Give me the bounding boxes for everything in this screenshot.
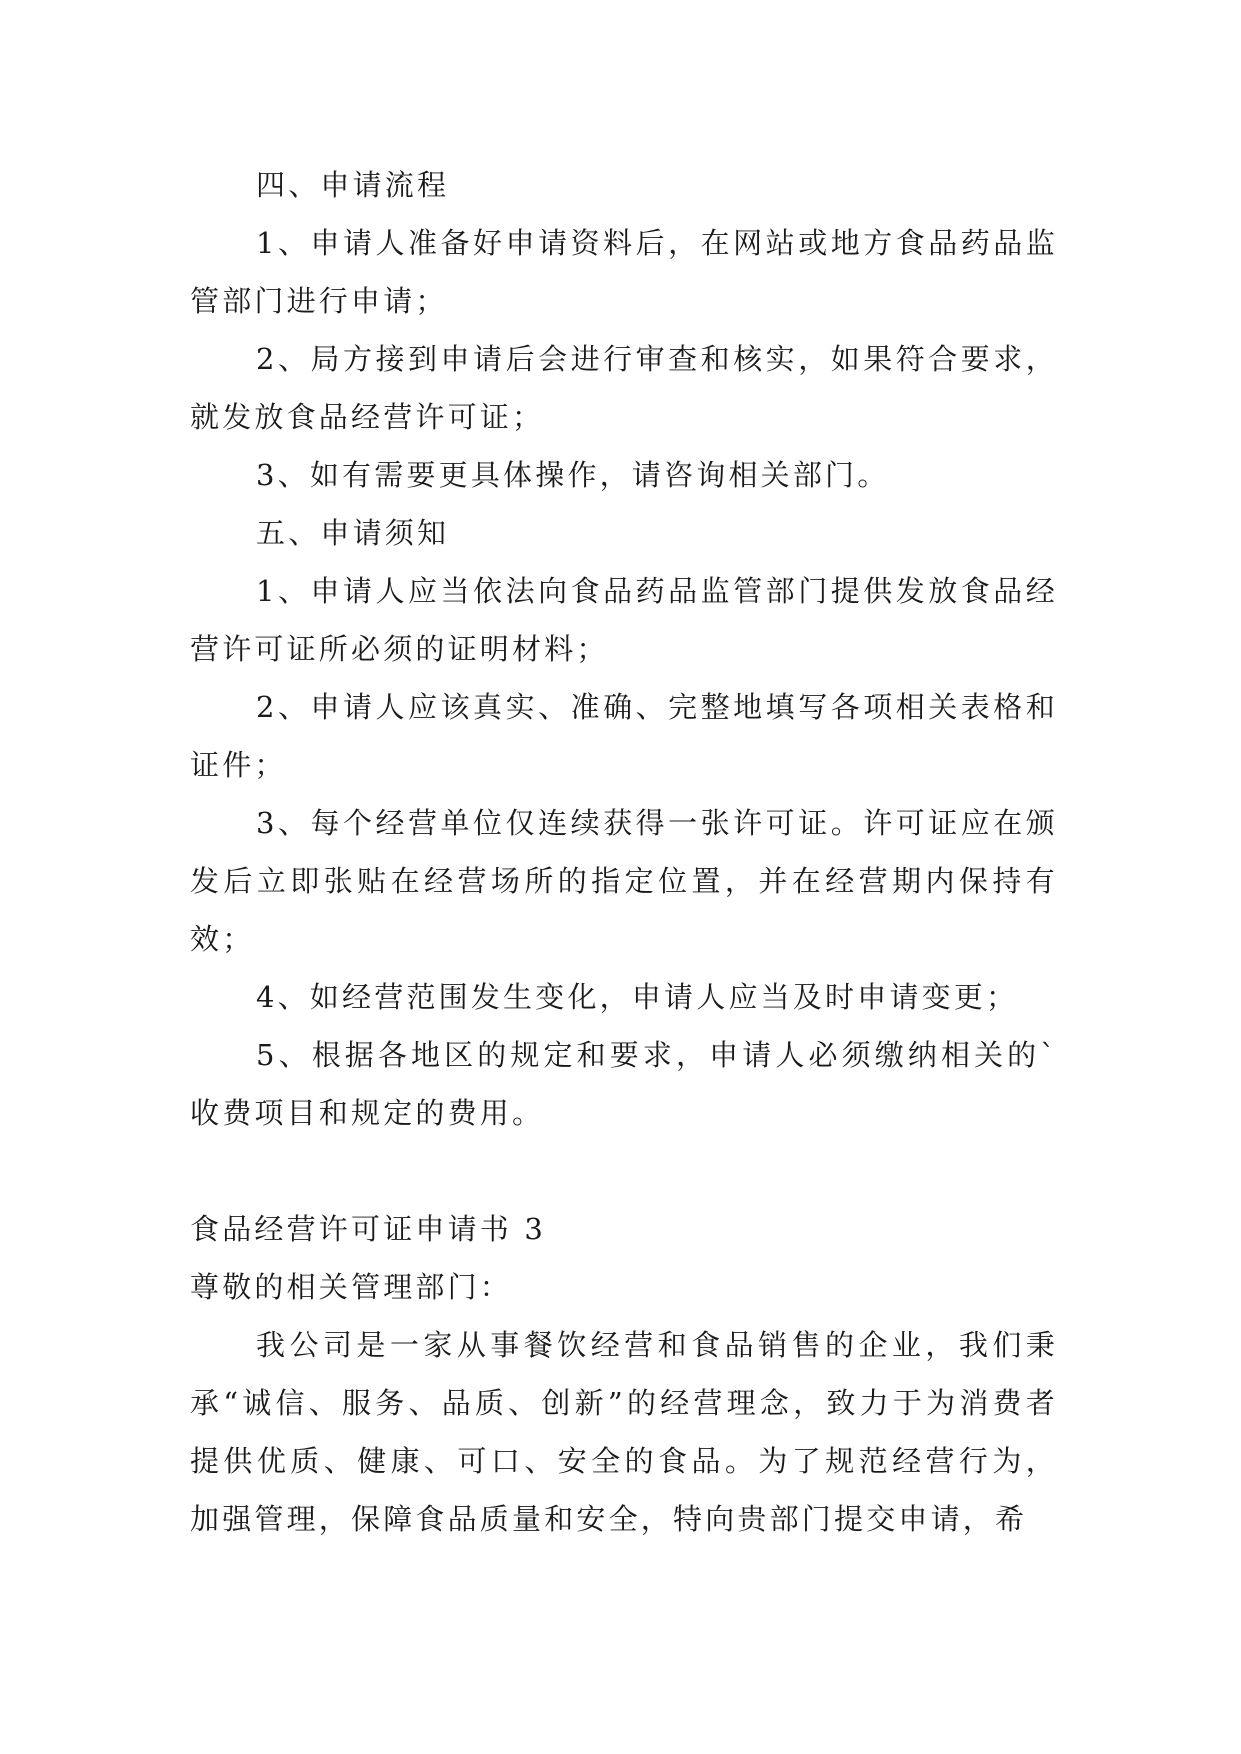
process-item-3: 3、如有需要更具体操作，请咨询相关部门。 bbox=[256, 458, 890, 492]
section-heading-application-notes: 五、申请须知 bbox=[256, 516, 450, 550]
process-item-1: 1、申请人准备好申请资料后，在网站或地方食品药品监管部门进行申请； bbox=[190, 226, 1058, 318]
section-spacer bbox=[190, 1142, 1058, 1200]
notes-item-3: 3、每个经营单位仅连续获得一张许可证。许可证应在颁发后立即张贴在经营场所的指定位置，并在经营期内保持有效； bbox=[190, 806, 1058, 956]
body-paragraph: 我公司是一家从事餐饮经营和食品销售的企业，我们秉承“诚信、服务、品质、创新”的经营理念，致力于为消费者提供优质、健康、可口、安全的食品。为了规范经营行为，加强管理，保障食品质量和安全，特向贵部门提交申请，希 bbox=[190, 1328, 1058, 1536]
section-heading-application-process: 四、申请流程 bbox=[256, 168, 450, 202]
notes-item-2: 2、申请人应该真实、准确、完整地填写各项相关表格和证件； bbox=[190, 690, 1058, 782]
notes-item-5: 5、根据各地区的规定和要求，申请人必须缴纳相关的`收费项目和规定的费用。 bbox=[190, 1038, 1058, 1130]
document-body bbox=[190, 156, 1058, 1548]
notes-item-4: 4、如经营范围发生变化，申请人应当及时申请变更； bbox=[256, 980, 1019, 1014]
document-title: 食品经营许可证申请书 3 bbox=[190, 1212, 547, 1246]
notes-item-1: 1、申请人应当依法向食品药品监管部门提供发放食品经营许可证所必须的证明材料； bbox=[190, 574, 1058, 666]
process-item-2: 2、局方接到申请后会进行审查和核实，如果符合要求，就发放食品经营许可证； bbox=[190, 342, 1058, 434]
salutation: 尊敬的相关管理部门： bbox=[190, 1270, 513, 1304]
